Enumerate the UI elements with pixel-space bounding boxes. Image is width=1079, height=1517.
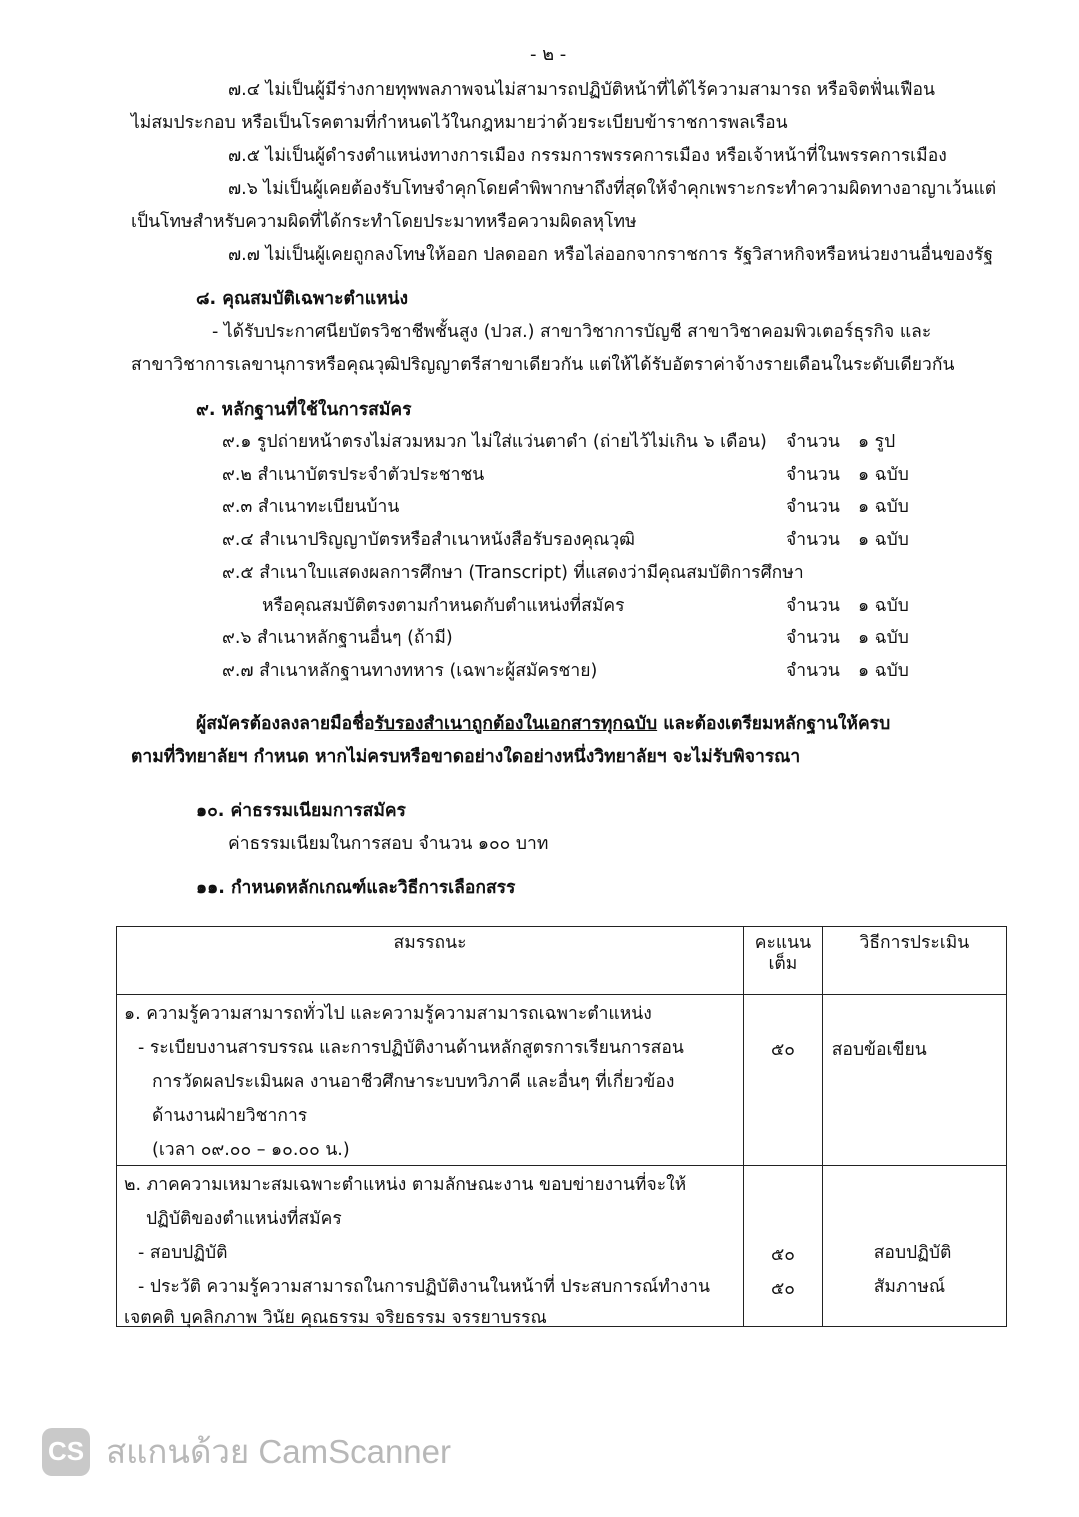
- note-suffix: และต้องเตรียมหลักฐานให้ครบ: [657, 714, 891, 734]
- section-8-line2: สาขาวิชาการเลขานุการหรือคุณวุฒิปริญญาตรีสาขาเดียวกัน แต่ให้ได้รับอัตราค่าจ้างรายเดือนในระดับเดียวกัน: [131, 355, 955, 375]
- row1-line: ด้านงานฝ่ายวิชาการ: [152, 1106, 308, 1126]
- row2-score: [744, 1166, 823, 1327]
- document-item-amount: จำนวน: [786, 465, 840, 485]
- table-header-row: [117, 927, 1007, 995]
- header-score-line2: เต็ม: [768, 954, 798, 974]
- item-7-6: ๗.๖ ไม่เป็นผู้เคยต้องรับโทษจำคุกโดยคำพิพากษาถึงที่สุดให้จำคุกเพราะกระทำความผิดทางอาญาเว้นแต่: [228, 179, 997, 199]
- table-row: [117, 995, 1007, 1166]
- document-item-text: หรือคุณสมบัติตรงตามกำหนดกับตำแหน่งที่สมัคร: [262, 596, 625, 616]
- row2-method-value: สัมภาษณ์: [873, 1277, 946, 1297]
- document-item-amount: จำนวน: [786, 530, 840, 550]
- note-prefix: ผู้สมัครต้องลงลายมือชื่อ: [196, 714, 375, 734]
- document-item-unit: ๑ รูป: [858, 432, 896, 452]
- document-item-unit: ๑ ฉบับ: [858, 628, 909, 648]
- table-row: [117, 1166, 1007, 1327]
- row2-line: ๒. ภาคความเหมาะสมเฉพาะตำแหน่ง ตามลักษณะงาน ขอบข่ายงานที่จะให้: [124, 1175, 687, 1195]
- section-10-text: ค่าธรรมเนียมในการสอบ จำนวน ๑๐๐ บาท: [228, 834, 549, 854]
- document-item-amount: จำนวน: [786, 628, 840, 648]
- document-item-text: ๙.๗ สำเนาหลักฐานทางทหาร (เฉพาะผู้สมัครชาย): [222, 661, 598, 681]
- section-9-note: [196, 714, 890, 735]
- camscanner-watermark: [42, 1428, 451, 1476]
- document-item-text: ๙.๑ รูปถ่ายหน้าตรงไม่สวมหมวก ไม่ใส่แว่นตาดำ (ถ่ายไว้ไม่เกิน ๖ เดือน): [222, 432, 767, 452]
- section-8-heading: ๘. คุณสมบัติเฉพาะตำแหน่ง: [196, 289, 409, 309]
- row1-line: - ระเบียบงานสารบรรณ และการปฏิบัติงานด้านหลักสูตรการเรียนการสอน: [138, 1038, 684, 1058]
- row1-competency: [117, 995, 744, 1166]
- item-7-4: ๗.๔ ไม่เป็นผู้มีร่างกายทุพพลภาพจนไม่สามารถปฏิบัติหน้าที่ได้ไร้ความสามารถ หรือจิตฟั่นเฟือน: [228, 80, 935, 100]
- document-item-text: ๙.๒ สำเนาบัตรประจำตัวประชาชน: [222, 465, 485, 485]
- row2-method-value: สอบปฏิบัติ: [873, 1243, 952, 1263]
- camscanner-logo-icon: CS: [42, 1428, 90, 1476]
- document-item-text: ๙.๕ สำเนาใบแสดงผลการศึกษา (Transcript) ที่แสดงว่ามีคุณสมบัติการศึกษา: [222, 563, 804, 583]
- document-item-unit: ๑ ฉบับ: [858, 530, 909, 550]
- section-9-heading: ๙. หลักฐานที่ใช้ในการสมัคร: [196, 400, 412, 420]
- row2-score-value: ๕๐: [771, 1279, 795, 1299]
- row2-line: ปฏิบัติของตำแหน่งที่สมัคร: [146, 1209, 342, 1229]
- item-7-6-cont: เป็นโทษสำหรับความผิดที่ได้กระทำโดยประมาทหรือความผิดลหุโทษ: [131, 212, 637, 232]
- section-9-note-line2: ตามที่วิทยาลัยฯ กำหนด หากไม่ครบหรือขาดอย่างใดอย่างหนึ่งวิทยาลัยฯ จะไม่รับพิจารณา: [131, 747, 801, 767]
- criteria-table: [116, 926, 1007, 1327]
- document-item-unit: ๑ ฉบับ: [858, 465, 909, 485]
- row2-line: - ประวัติ ความรู้ความสามารถในการปฏิบัติงานในหน้าที่ ประสบการณ์ทำงาน: [138, 1277, 710, 1297]
- document-item-amount: จำนวน: [786, 661, 840, 681]
- page-number: - ๒ -: [530, 44, 567, 65]
- note-underlined: รับรองสำเนาถูกต้องในเอกสารทุกฉบับ: [374, 714, 658, 734]
- row1-score: [744, 995, 823, 1166]
- row2-line: - สอบปฏิบัติ: [138, 1243, 228, 1263]
- row1-score-value: ๕๐: [771, 1040, 795, 1060]
- document-item-amount: จำนวน: [786, 497, 840, 517]
- row1-method: [822, 995, 1006, 1166]
- item-7-5: ๗.๕ ไม่เป็นผู้ดำรงตำแหน่งทางการเมือง กรรมการพรรคการเมือง หรือเจ้าหน้าที่ในพรรคการเมือง: [228, 146, 947, 166]
- header-method: วิธีการประเมิน: [822, 927, 1006, 995]
- item-7-4-cont: ไม่สมประกอบ หรือเป็นโรคตามที่กำหนดไว้ในกฎหมายว่าด้วยระเบียบข้าราชการพลเรือน: [131, 113, 788, 133]
- document-item-unit: ๑ ฉบับ: [858, 596, 909, 616]
- document-item-unit: ๑ ฉบับ: [858, 497, 909, 517]
- header-competency: สมรรถนะ: [117, 927, 744, 995]
- row2-line: เจตคติ บุคลิกภาพ วินัย คุณธรรม จริยธรรม จรรยาบรรณ: [124, 1308, 547, 1328]
- row1-line: การวัดผลประเมินผล งานอาชีวศึกษาระบบทวิภาคี และอื่นๆ ที่เกี่ยวข้อง: [152, 1072, 675, 1092]
- document-item-unit: ๑ ฉบับ: [858, 661, 909, 681]
- item-7-7: ๗.๗ ไม่เป็นผู้เคยถูกลงโทษให้ออก ปลดออก หรือไล่ออกจากราชการ รัฐวิสาหกิจหรือหน่วยงานอื่นของรัฐ: [228, 245, 994, 265]
- section-10-heading: ๑๐. ค่าธรรมเนียมการสมัคร: [196, 801, 406, 821]
- row1-line: (เวลา ๐๙.๐๐ – ๑๐.๐๐ น.): [152, 1140, 350, 1160]
- document-item-text: ๙.๖ สำเนาหลักฐานอื่นๆ (ถ้ามี): [222, 628, 453, 648]
- row2-method: [822, 1166, 1006, 1327]
- document-item-amount: จำนวน: [786, 432, 840, 452]
- document-item-text: ๙.๔ สำเนาปริญญาบัตรหรือสำเนาหนังสือรับรองคุณวุฒิ: [222, 530, 635, 550]
- row1-line: ๑. ความรู้ความสามารถทั่วไป และความรู้ความสามารถเฉพาะตำแหน่ง: [124, 1004, 652, 1024]
- document-item-amount: จำนวน: [786, 596, 840, 616]
- section-11-heading: ๑๑. กำหนดหลักเกณฑ์และวิธีการเลือกสรร: [196, 878, 516, 898]
- camscanner-text: สแกนด้วย CamScanner: [106, 1433, 452, 1471]
- header-score-line1: คะแนน: [754, 933, 812, 953]
- section-8-line1: - ได้รับประกาศนียบัตรวิชาชีพชั้นสูง (ปวส.) สาขาวิชาการบัญชี สาขาวิชาคอมพิวเตอร์ธุรกิจ และ: [212, 322, 932, 342]
- row2-score-value: ๕๐: [771, 1245, 795, 1265]
- header-score: [744, 927, 823, 995]
- row1-method-value: สอบข้อเขียน: [831, 1040, 927, 1060]
- row2-competency: [117, 1166, 744, 1327]
- document-item-text: ๙.๓ สำเนาทะเบียนบ้าน: [222, 497, 400, 517]
